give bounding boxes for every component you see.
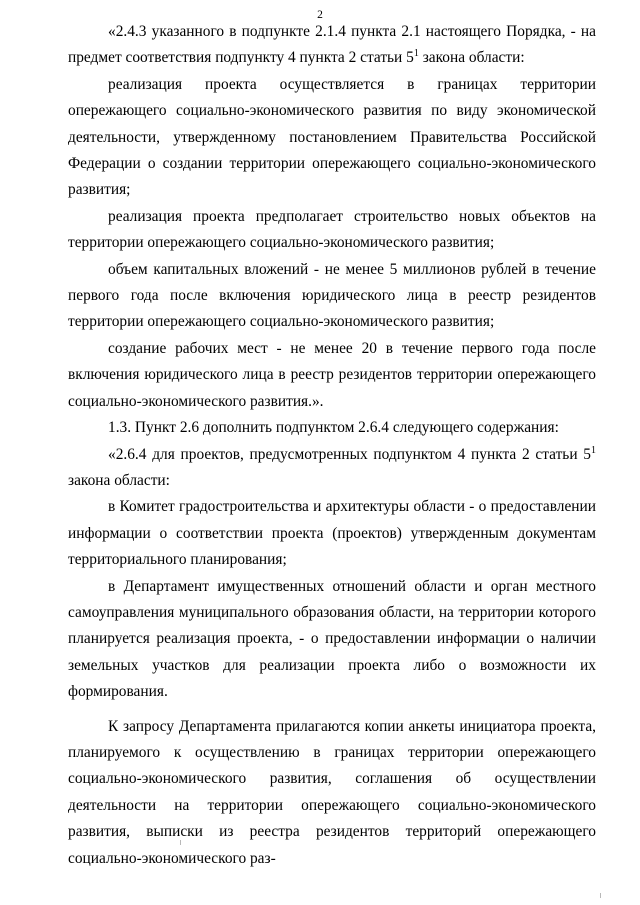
paragraph-2-6-4-intro xyxy=(68,442,596,495)
paragraph-text: закона области: xyxy=(418,49,525,67)
paragraph-attachments xyxy=(68,714,596,872)
paragraph-text: К запросу Департамента прилагаются копии анкеты инициатора проекта, планируемого к осуществлению в границах территории опережающего социально-экономического развития, соглашения об осуществлении деятельности на территории опережающего социально-экономического развития, выписки из реестра резидентов территорий опережающего социально-экономического раз- xyxy=(68,717,596,867)
superscript: 1 xyxy=(591,444,596,456)
paragraph-text: «2.6.4 для проектов, предусмотренных подпунктом 4 пункта 2 статьи 5 xyxy=(108,445,591,463)
paragraph-text: создание рабочих мест - не менее 20 в течение первого года после включения юридического лица в реестр резидентов территории опережающего социально-экономического развития.». xyxy=(68,339,596,410)
paragraph-investment-condition xyxy=(68,257,596,336)
scan-speck xyxy=(180,840,181,845)
page-number: 2 xyxy=(317,9,323,21)
paragraph-text: реализация проекта предполагает строительство новых объектов на территории опережающего социально-экономического развития; xyxy=(68,207,596,252)
paragraph-text: закона области: xyxy=(68,471,170,489)
paragraph-text: в Департамент имущественных отношений области и орган местного самоуправления муниципального образования области, на территории которого планируется реализация проекта, - о предоставлении информации о наличии земельных участков для реализации проекта либо о возможности их формирования. xyxy=(68,577,596,701)
scan-speck xyxy=(600,893,601,898)
paragraph-construction-condition xyxy=(68,204,596,257)
paragraph-text: объем капитальных вложений - не менее 5 миллионов рублей в течение первого года после включения юридического лица в реестр резидентов территории опережающего социально-экономического развития; xyxy=(68,260,596,331)
paragraph-2-4-3-intro xyxy=(68,19,596,72)
paragraph-text: в Комитет градостроительства и архитектуры области - о предоставлении информации о соответствии проекта (проектов) утвержденным документам территориального планирования; xyxy=(68,498,596,569)
paragraph-committee-request xyxy=(68,494,596,573)
paragraph-territory-condition xyxy=(68,72,596,204)
paragraph-jobs-condition xyxy=(68,336,596,415)
paragraph-1-3 xyxy=(68,415,596,441)
paragraph-text: 1.3. Пункт 2.6 дополнить подпунктом 2.6.4 следующего содержания: xyxy=(108,419,559,437)
superscript: 1 xyxy=(413,48,419,60)
paragraph-text: «2.4.3 указанного в подпункте 2.1.4 пункта 2.1 настоящего Порядка, - на предмет соответствия подпункту 4 пункта 2 статьи 5 xyxy=(68,23,596,67)
document-body xyxy=(68,19,596,872)
paragraph-department-request xyxy=(68,574,596,706)
paragraph-text: реализация проекта осуществляется в границах территории опережающего социально-экономического развития по виду экономической деятельности, утвержденному постановлением Правительства Российской Федерации о создании территории опережающего социально-экономического развития; xyxy=(68,75,596,199)
